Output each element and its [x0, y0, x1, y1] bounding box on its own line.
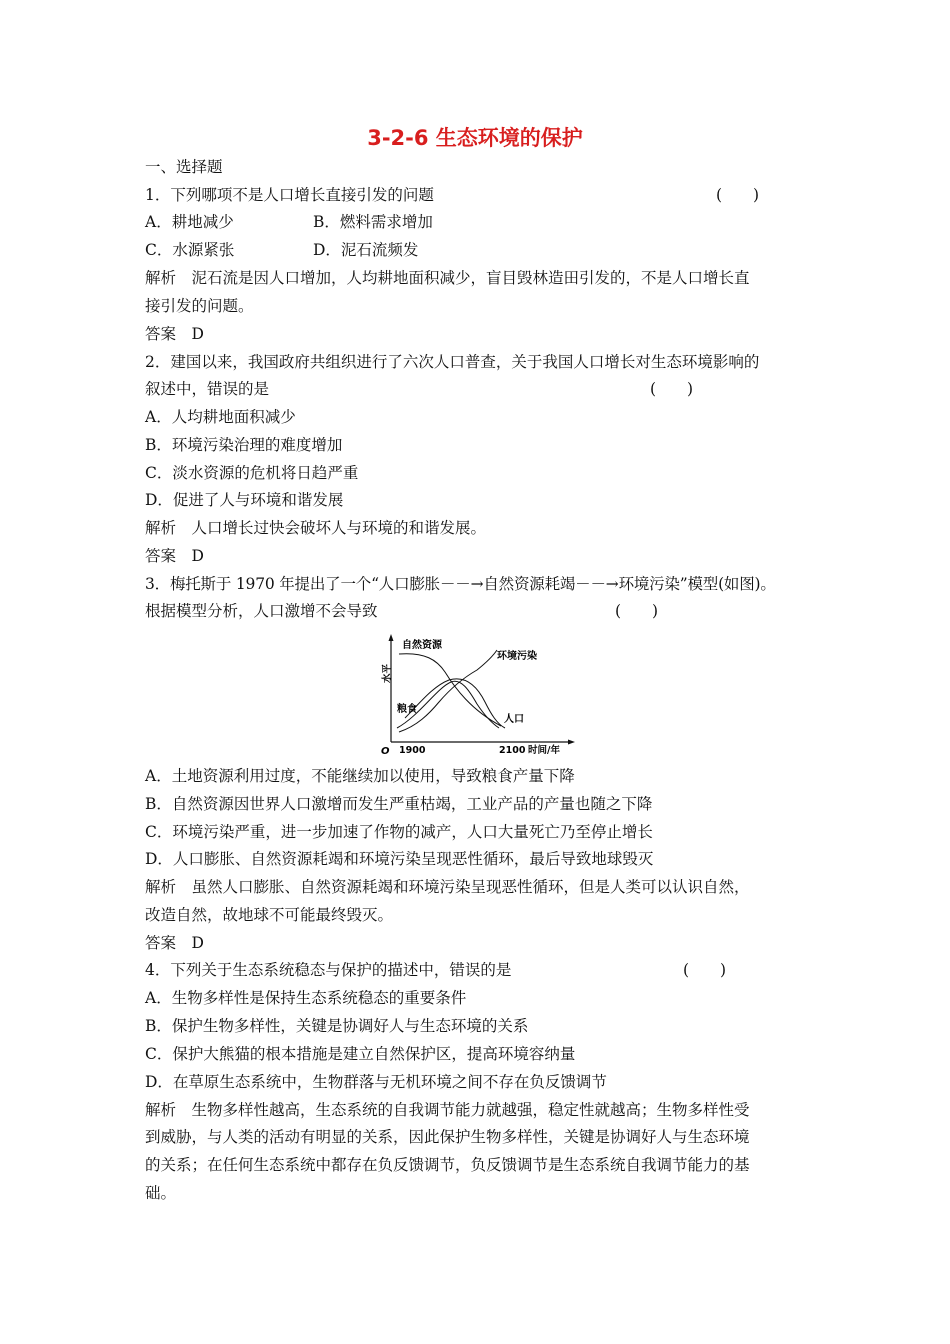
q3-analysis-line: 改造自然，故地球不可能最终毁灭。 — [145, 906, 394, 924]
q4-option-b: B．保护生物多样性，关键是协调好人与生态环境的关系 — [145, 1017, 529, 1035]
q4-answer-blank: ( ) — [683, 961, 727, 979]
q4-analysis-line: 解析 生物多样性越高，生态系统的自我调节能力就越强，稳定性就越高；生物多样性受 — [145, 1101, 750, 1119]
q1-answer: 答案 D — [145, 325, 204, 343]
q3-analysis-line: 解析 虽然人口膨胀、自然资源耗竭和环境污染呈现恶性循环，但是人类可以认识自然， — [145, 878, 750, 896]
q3-stem-line: 3．梅托斯于 1970 年提出了一个“人口膨胀－－→自然资源耗竭－－→环境污染”模型(如图)。 — [145, 575, 776, 593]
q1-option-a: A．耕地减少 — [145, 213, 234, 231]
q1-analysis-line: 解析 泥石流是因人口增加，人均耕地面积减少，盲目毁林造田引发的，不是人口增长直 — [145, 269, 750, 287]
q4-option-d: D．在草原生态系统中，生物群落与无机环境之间不存在负反馈调节 — [145, 1073, 607, 1091]
q3-answer: 答案 D — [145, 934, 204, 952]
label-pollution: 环境污染 — [497, 651, 537, 662]
y-axis-label: 水平 — [382, 663, 393, 683]
q2-stem-line: 叙述中，错误的是 — [145, 380, 270, 398]
x-axis-arrow — [568, 740, 575, 745]
section-heading: 一、选择题 — [145, 158, 223, 176]
q2-answer-blank: ( ) — [650, 380, 694, 398]
y-axis-arrow — [389, 634, 394, 641]
curve-pollution — [399, 650, 497, 732]
q1-stem: 1．下列哪项不是人口增长直接引发的问题 — [145, 186, 434, 204]
q3-option-b: B．自然资源因世界人口激增而发生严重枯竭，工业产品的产量也随之下降 — [145, 795, 653, 813]
q3-option-d: D．人口膨胀、自然资源耗竭和环境污染呈现恶性循环，最后导致地球毁灭 — [145, 850, 654, 868]
q1-option-b: B．燃料需求增加 — [313, 213, 433, 231]
x-tick-1900: 1900 — [399, 745, 426, 756]
q2-option-d: D．促进了人与环境和谐发展 — [145, 491, 344, 509]
q4-analysis-line: 础。 — [145, 1184, 177, 1202]
label-food: 粮食 — [397, 704, 417, 715]
q3-answer-blank: ( ) — [615, 602, 659, 620]
q2-option-c: C．淡水资源的危机将日趋严重 — [145, 464, 359, 482]
q2-option-b: B．环境污染治理的难度增加 — [145, 436, 343, 454]
q1-option-c: C．水源紧张 — [145, 241, 235, 259]
q2-option-a: A．人均耕地面积减少 — [145, 408, 296, 426]
q1-answer-blank: ( ) — [716, 186, 760, 204]
x-tick-2100: 2100 — [499, 745, 526, 756]
q2-answer: 答案 D — [145, 547, 204, 565]
x-axis-label: 时间/年 — [528, 745, 560, 756]
document-title: 3-2-6 生态环境的保护 — [367, 126, 583, 150]
q3-stem-line: 根据模型分析，人口激增不会导致 — [145, 602, 378, 620]
q3-option-c: C．环境污染严重，进一步加速了作物的减产，人口大量死亡乃至停止增长 — [145, 823, 653, 841]
q4-option-a: A．生物多样性是保持生态系统稳态的重要条件 — [145, 989, 467, 1007]
q3-option-a: A．土地资源利用过度，不能继续加以使用，导致粮食产量下降 — [145, 767, 575, 785]
label-population: 人口 — [504, 714, 524, 725]
origin-label: O — [381, 746, 390, 757]
q4-analysis-line: 的关系；在任何生态系统中都存在负反馈调节，负反馈调节是生态系统自我调节能力的基 — [145, 1156, 750, 1174]
population-model-figure — [377, 632, 577, 758]
q1-option-d: D．泥石流频发 — [313, 241, 419, 259]
q4-analysis-line: 到威胁，与人类的活动有明显的关系，因此保护生物多样性，关键是协调好人与生态环境 — [145, 1128, 750, 1146]
q1-analysis-line: 接引发的问题。 — [145, 297, 254, 315]
label-natural-resources: 自然资源 — [402, 640, 442, 651]
q2-analysis: 解析 人口增长过快会破坏人与环境的和谐发展。 — [145, 519, 487, 537]
q4-stem: 4．下列关于生态系统稳态与保护的描述中，错误的是 — [145, 961, 512, 979]
q2-stem-line: 2．建国以来，我国政府共组织进行了六次人口普查，关于我国人口增长对生态环境影响的 — [145, 353, 760, 371]
q4-option-c: C．保护大熊猫的根本措施是建立自然保护区，提高环境容纳量 — [145, 1045, 576, 1063]
